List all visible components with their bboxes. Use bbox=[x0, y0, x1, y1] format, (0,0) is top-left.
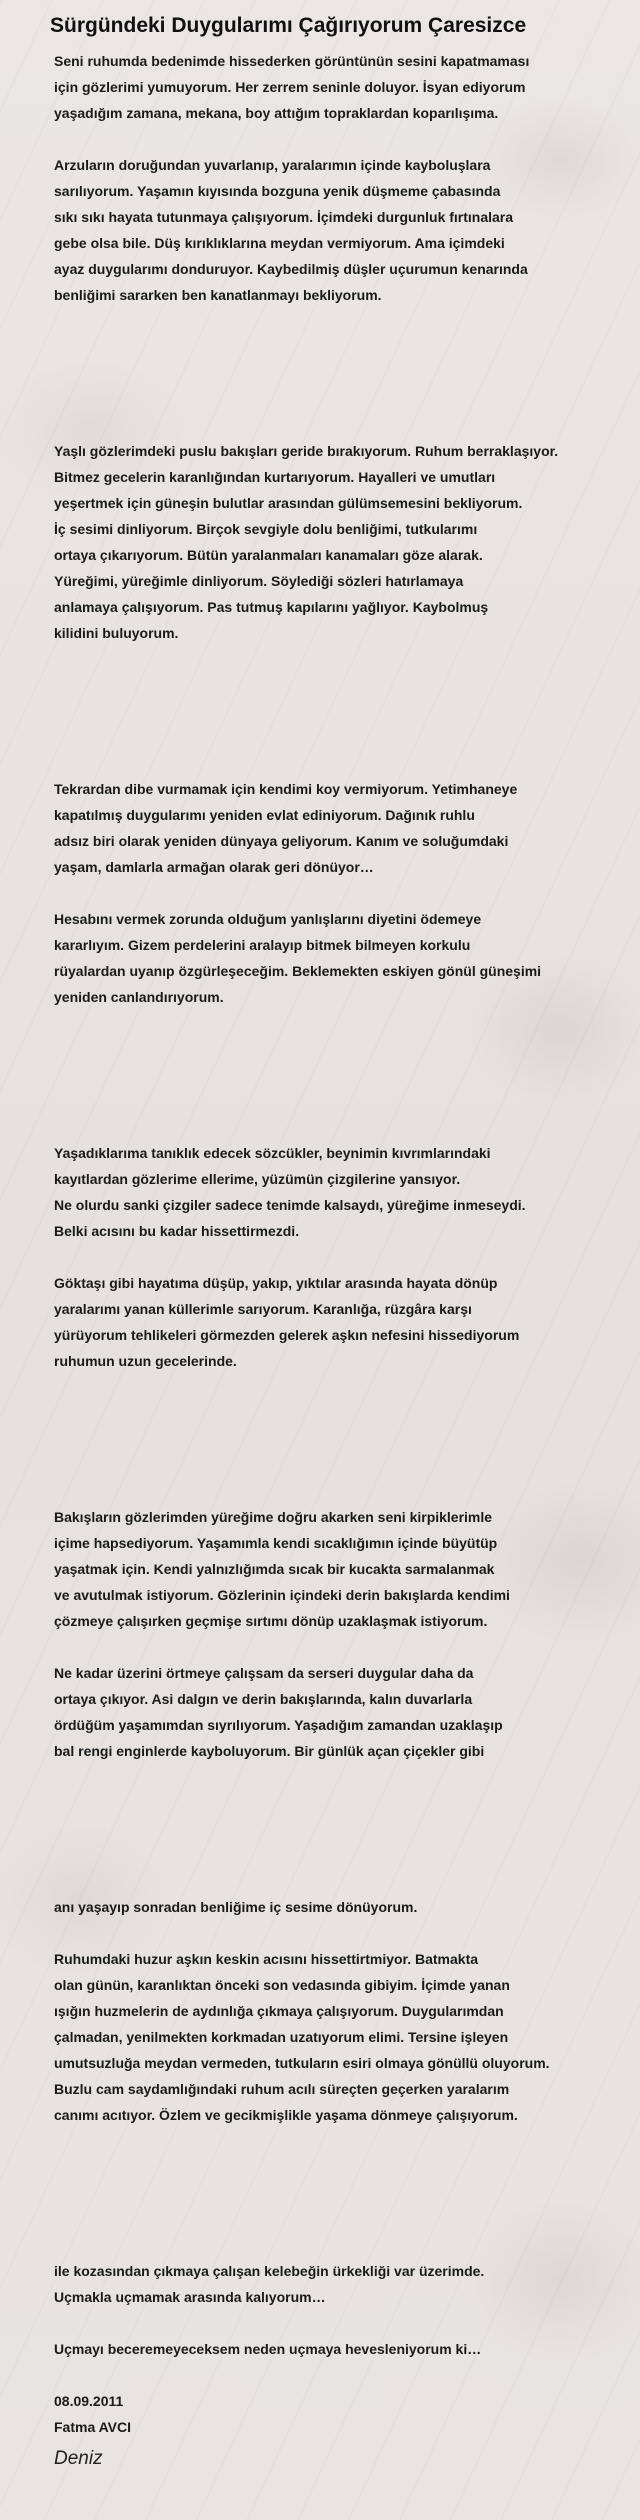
poem-line: sarılıyorum. Yaşamın kıyısında bozguna yenik düşmeme çabasında bbox=[54, 183, 501, 199]
poem-line: Göktaşı gibi hayatıma düşüp, yakıp, yıktılar arasında hayata dönüp bbox=[54, 1275, 498, 1291]
poem-line: Yaşadıklarıma tanıklık edecek sözcükler, beynimin kıvrımlarındaki bbox=[54, 1145, 491, 1161]
poem-line: Hesabını vermek zorunda olduğum yanlışlarını diyetini ödemeye bbox=[54, 911, 482, 927]
poem-line: içime hapsediyorum. Yaşamımla kendi sıcaklığımın içinde büyütüp bbox=[54, 1535, 498, 1551]
poem-line: rüyalardan uyanıp özgürleşeceğim. Beklemekten eskiyen gönül güneşimi bbox=[54, 963, 542, 979]
poem-line: canımı acıtıyor. Özlem ve gecikmişlikle yaşama dönmeye çalışıyorum. bbox=[54, 2107, 518, 2123]
paragraph bbox=[54, 48, 634, 126]
poem-line: için gözlerimi yumuyorum. Her zerrem seninle doluyor. İsyan ediyorum bbox=[54, 79, 526, 95]
poem-line: yaşatmak için. Kendi yalnızlığımda sıcak bir kucakta sarmalanmak bbox=[54, 1561, 495, 1577]
poem-line: kararlıyım. Gizem perdelerini aralayıp bitmek bilmeyen korkulu bbox=[54, 937, 471, 953]
poem-line: ışığın huzmelerin de aydınlığa çıkmaya çalışıyorum. Duygularımdan bbox=[54, 2003, 504, 2019]
stanza-block bbox=[54, 1894, 634, 2128]
section-gap bbox=[54, 2154, 634, 2258]
poem-line: ile kozasından çıkmaya çalışan kelebeğin ürkekliği var üzerimde. bbox=[54, 2263, 485, 2279]
poem-line: kilidini buluyorum. bbox=[54, 625, 179, 641]
poem-body bbox=[54, 48, 634, 2440]
poem-line: ortaya çıkarıyorum. Bütün yaralanmaları kanamaları göze alarak. bbox=[54, 547, 483, 563]
paragraph bbox=[54, 1946, 634, 2128]
poem-line: ruhumun uzun gecelerinde. bbox=[54, 1353, 237, 1369]
paragraph bbox=[54, 1270, 634, 1374]
stanza-block bbox=[54, 48, 634, 308]
paragraph bbox=[54, 1894, 634, 1920]
poem-line: kapatılmış duygularımı yeniden evlat ediniyorum. Dağınık ruhlu bbox=[54, 807, 475, 823]
poem-line: adsız biri olarak yeniden dünyaya geliyorum. Kanım ve soluğumdaki bbox=[54, 833, 509, 849]
poem-line: Uçmakla uçmamak arasında kalıyorum… bbox=[54, 2289, 326, 2305]
poem-line: benliğimi sararken ben kanatlanmayı bekliyorum. bbox=[54, 287, 382, 303]
poem-line: ortaya çıkıyor. Asi dalgın ve derin bakışlarında, kalın duvarlarla bbox=[54, 1691, 473, 1707]
poem-title: Sürgündeki Duygularımı Çağırıyorum Çaresizce bbox=[50, 14, 527, 37]
section-gap bbox=[54, 672, 634, 776]
stanza-block bbox=[54, 438, 634, 646]
paragraph bbox=[54, 776, 634, 880]
poem-line: yaşadığım zamana, mekana, boy attığım topraklardan koparılışıma. bbox=[54, 105, 499, 121]
signature: Deniz bbox=[54, 2448, 103, 2469]
poem-line: Ne olurdu sanki çizgiler sadece tenimde kalsaydı, yüreğime inmeseydi. bbox=[54, 1197, 526, 1213]
stanza-block bbox=[54, 1504, 634, 1764]
poem-line: ve avutulmak istiyorum. Gözlerinin içindeki derin bakışlarda kendimi bbox=[54, 1587, 510, 1603]
poem-line: İç sesimi dinliyorum. Birçok sevgiyle dolu benliğimi, tutkularımı bbox=[54, 521, 478, 537]
poem-line: ördüğüm yaşamımdan sıyrılıyorum. Yaşadığım zamandan uzaklaşıp bbox=[54, 1717, 503, 1733]
stanza-block bbox=[54, 2258, 634, 2362]
poem-line: Tekrardan dibe vurmamak için kendimi koy vermiyorum. Yetimhaneye bbox=[54, 781, 518, 797]
stanza-block bbox=[54, 776, 634, 1010]
poem-line: umutsuzluğa meydan vermeden, tutkuların esiri olmaya gönüllü oluyorum. bbox=[54, 2055, 550, 2071]
poem-line: Ne kadar üzerini örtmeye çalışsam da serseri duygular daha da bbox=[54, 1665, 474, 1681]
section-gap bbox=[54, 334, 634, 438]
poem-line: Arzuların doruğundan yuvarlanıp, yaralarımın içinde kayboluşlara bbox=[54, 157, 491, 173]
paragraph bbox=[54, 152, 634, 308]
poem-line: olan günün, karanlıktan önceki son vedasında gibiyim. İçimde yanan bbox=[54, 1977, 510, 1993]
paragraph bbox=[54, 1660, 634, 1764]
poem-date: 08.09.2011 bbox=[54, 2393, 124, 2409]
paragraph bbox=[54, 1140, 634, 1244]
poem-line: yaşam, damlarla armağan olarak geri dönüyor… bbox=[54, 859, 374, 875]
section-gap bbox=[54, 1790, 634, 1894]
poem-line: gebe olsa bile. Düş kırıklıklarına meydan vermiyorum. Ama içimdeki bbox=[54, 235, 505, 251]
poem-line: yürüyorum tehlikeleri görmezden gelerek aşkın nefesini hissediyorum bbox=[54, 1327, 520, 1343]
poem-footer bbox=[54, 2388, 634, 2440]
section-gap bbox=[54, 1036, 634, 1140]
poem-line: yeşertmek için güneşin bulutlar arasından gülümsemesini bekliyorum. bbox=[54, 495, 523, 511]
poem-line: çözmeye çalışırken geçmişe sırtımı dönüp uzaklaşmak istiyorum. bbox=[54, 1613, 488, 1629]
poem-line: Bitmez gecelerin karanlığından kurtarıyorum. Hayalleri ve umutları bbox=[54, 469, 496, 485]
poem-line: Yüreğimi, yüreğimle dinliyorum. Söylediği sözleri hatırlamaya bbox=[54, 573, 464, 589]
poem-line: ayaz duygularımı donduruyor. Kaybedilmiş düşler uçurumun kenarında bbox=[54, 261, 528, 277]
section-gap bbox=[54, 1400, 634, 1504]
poem-line: Ruhumdaki huzur aşkın keskin acısını hissettirtmiyor. Batmakta bbox=[54, 1951, 479, 1967]
poem-line: kayıtlardan gözlerime ellerime, yüzümün çizgilerine yansıyor. bbox=[54, 1171, 461, 1187]
poem-line: Uçmayı beceremeyeceksem neden uçmaya hevesleniyorum ki… bbox=[54, 2341, 482, 2357]
paragraph bbox=[54, 438, 634, 646]
poem-line: yaralarımı yanan küllerimle sarıyorum. Karanlığa, rüzgâra karşı bbox=[54, 1301, 472, 1317]
poem-line: sıkı sıkı hayata tutunmaya çalışıyorum. İçimdeki durgunluk fırtınalara bbox=[54, 209, 514, 225]
poem-line: Buzlu cam saydamlığındaki ruhum acılı süreçten geçerken yaralarım bbox=[54, 2081, 510, 2097]
poem-author: Fatma AVCI bbox=[54, 2419, 132, 2435]
stanza-block bbox=[54, 1140, 634, 1374]
paragraph bbox=[54, 1504, 634, 1634]
paragraph bbox=[54, 906, 634, 1010]
poem-line: Bakışların gözlerimden yüreğime doğru akarken seni kirpiklerimle bbox=[54, 1509, 493, 1525]
poem-line: bal rengi enginlerde kayboluyorum. Bir günlük açan çiçekler gibi bbox=[54, 1743, 485, 1759]
poem-line: anı yaşayıp sonradan benliğime iç sesime dönüyorum. bbox=[54, 1899, 418, 1915]
paragraph bbox=[54, 2336, 634, 2362]
poem-line: Yaşlı gözlerimdeki puslu bakışları geride bırakıyorum. Ruhum berraklaşıyor. bbox=[54, 443, 559, 459]
paragraph bbox=[54, 2258, 634, 2310]
poem-line: çalmadan, yenilmekten korkmadan uzatıyorum elimi. Tersine işleyen bbox=[54, 2029, 509, 2045]
poem-line: Belki acısını bu kadar hissettirmezdi. bbox=[54, 1223, 300, 1239]
poem-line: anlamaya çalışıyorum. Pas tutmuş kapılarını yağlıyor. Kaybolmuş bbox=[54, 599, 489, 615]
poem-line: Seni ruhumda bedenimde hissederken görüntünün sesini kapatmaması bbox=[54, 53, 530, 69]
poem-line: yeniden canlandırıyorum. bbox=[54, 989, 224, 1005]
